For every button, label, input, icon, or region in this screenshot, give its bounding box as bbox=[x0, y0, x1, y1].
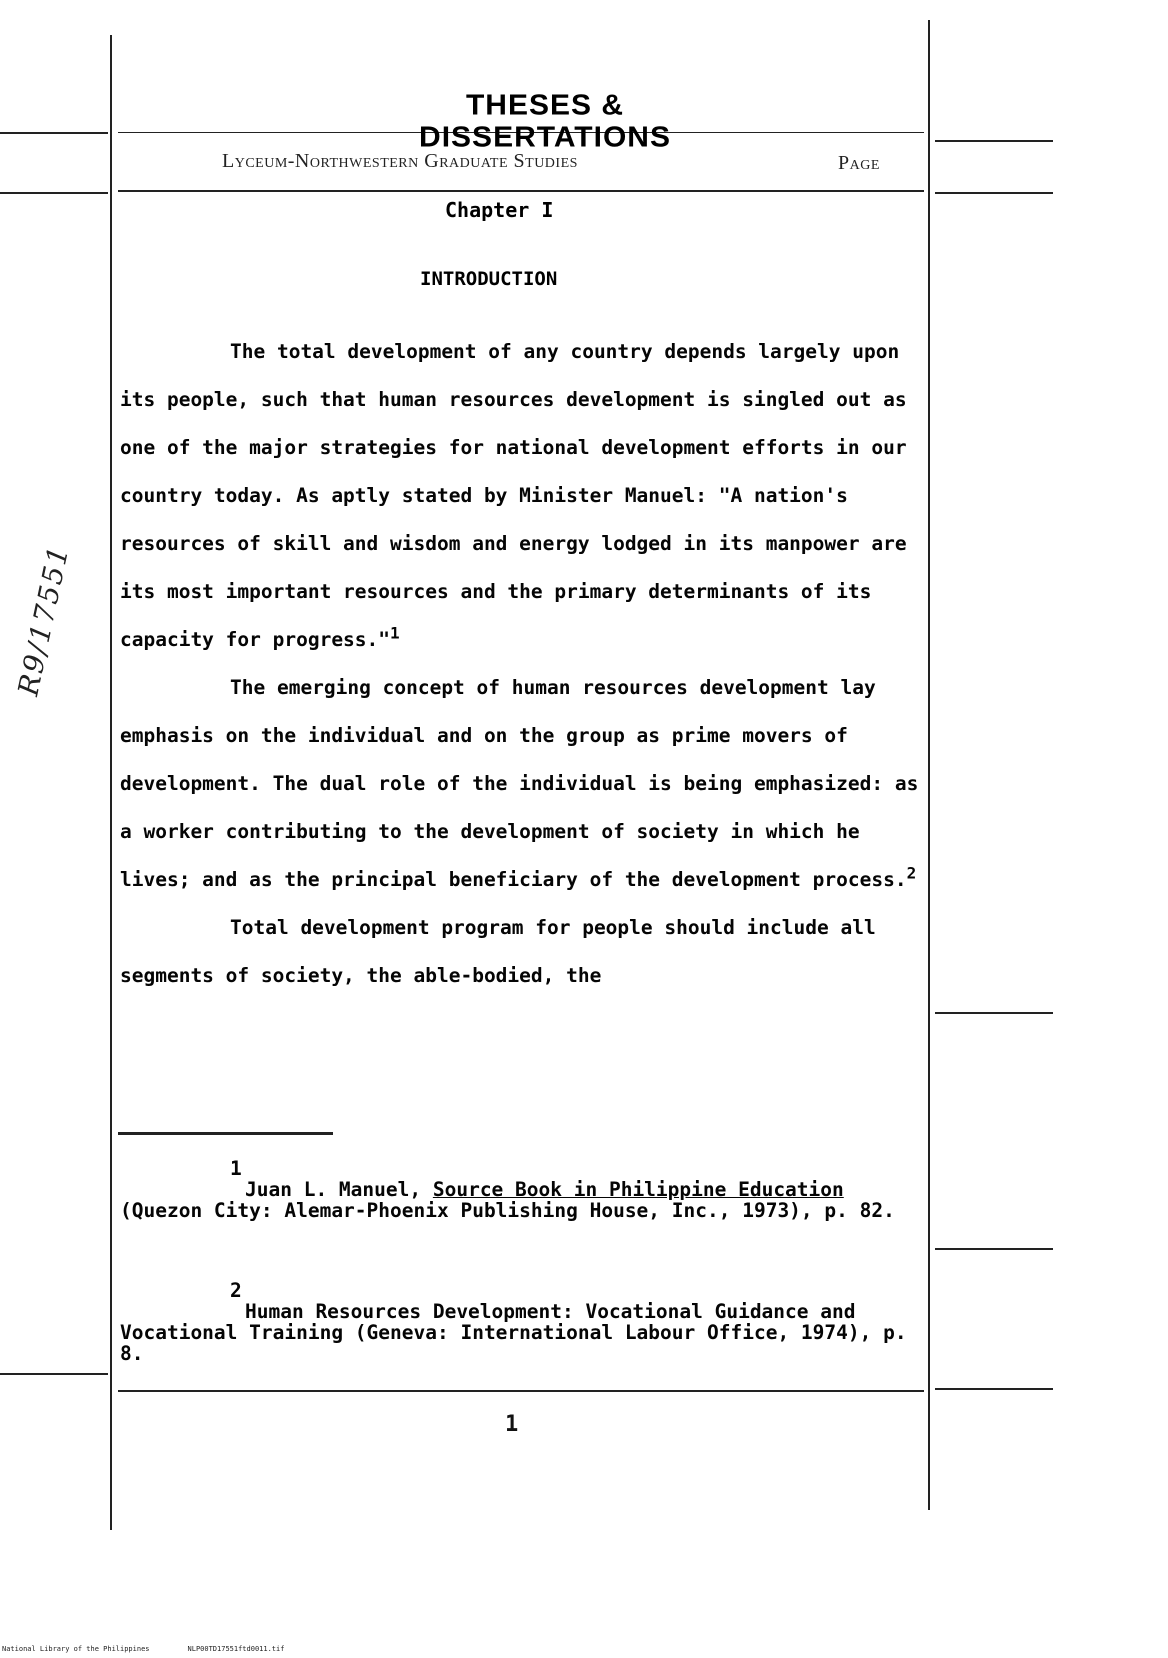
page-label: Page bbox=[838, 152, 880, 174]
footer-library: National Library of the Philippines bbox=[2, 1645, 150, 1653]
section-title: INTRODUCTION bbox=[420, 268, 558, 290]
left-tab-rule-2 bbox=[0, 192, 108, 194]
header-bottom-rule bbox=[118, 190, 924, 192]
footnote-ref-2: 2 bbox=[906, 863, 917, 883]
footnote-ref-1: 1 bbox=[390, 623, 400, 643]
right-tab-rule-3 bbox=[935, 1012, 1053, 1014]
footnote-2 bbox=[120, 1280, 920, 1364]
theses-dissertations-stamp: THESES & DISSERTATIONS bbox=[419, 89, 671, 154]
footnote-separator bbox=[118, 1132, 333, 1135]
right-tab-rule-2 bbox=[935, 192, 1053, 194]
scan-footer bbox=[2, 1645, 322, 1653]
footnote-1 bbox=[120, 1158, 920, 1221]
footnote-1-author: Juan L. Manuel, bbox=[245, 1178, 422, 1201]
right-margin-rule bbox=[928, 20, 930, 1510]
footnote-2-number: 2 bbox=[230, 1279, 242, 1302]
footnote-1-title: Source Book in Philippine Education bbox=[432, 1178, 844, 1201]
footnote-1-rest: (Quezon City: Alemar-Phoenix Publishing House, Inc., 1973), p. 82. bbox=[120, 1199, 895, 1222]
paragraph-3: Total development program for people should include all segments of society, the able-bodied, the bbox=[120, 916, 876, 987]
left-margin-rule bbox=[110, 35, 112, 1530]
right-tab-rule-5 bbox=[935, 1388, 1053, 1390]
footnote-2-text: Human Resources Development: Vocational Guidance and Vocational Training (Geneva: International Labour Office, 1974), p. 8. bbox=[120, 1300, 907, 1365]
footer-file: NLP00TD17551ftd0011.tif bbox=[187, 1645, 285, 1653]
left-tab-rule-3 bbox=[0, 1373, 108, 1375]
right-tab-rule-4 bbox=[935, 1248, 1053, 1250]
left-tab-rule-1 bbox=[0, 132, 108, 134]
body-text bbox=[120, 328, 920, 1000]
paragraph-2: The emerging concept of human resources development lay emphasis on the individual and on the group as prime movers of development. The dual role of the individual is being emphasized: as a worker contributing to the development of society in which he lives; and as the principal beneficiary of the development process.$^2$ bbox=[120, 676, 919, 891]
right-tab-rule-1 bbox=[935, 140, 1053, 142]
chapter-heading: Chapter I bbox=[445, 198, 554, 222]
bottom-rule bbox=[118, 1390, 924, 1392]
footnote-1-number: 1 bbox=[230, 1157, 242, 1180]
paragraph-1: The total development of any country depends largely upon its people, such that human resources development is singled out as one of the major strategies for national development efforts in our country today. As aptly stated by Minister Manuel: "A nation's resources of skill and wisdom and energy lodged in its manpower are its most important resources and the primary determinants of its capacity for progress."$^1$ bbox=[120, 340, 907, 651]
institution-header: Lyceum-Northwestern Graduate Studies bbox=[222, 150, 578, 172]
handwritten-margin-note: R9/17551 bbox=[11, 541, 76, 699]
page-number: 1 bbox=[505, 1412, 519, 1437]
